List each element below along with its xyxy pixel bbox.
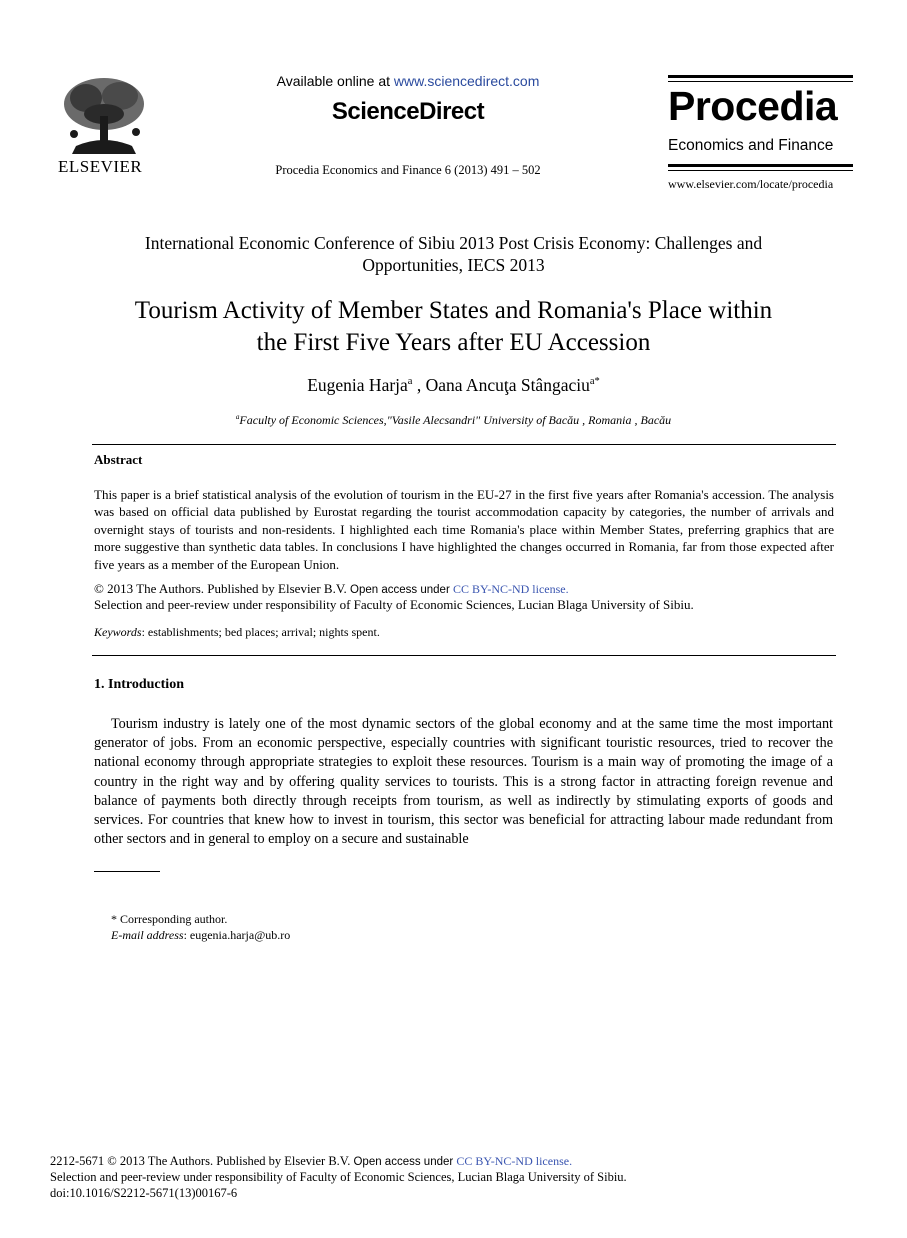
procedia-bottom-rule xyxy=(668,164,853,167)
procedia-bottom-rule-thin xyxy=(668,170,853,171)
abstract-peer-review: Selection and peer-review under responsibility of Faculty of Economic Sciences, Lucian Blaga University of Sibiu. xyxy=(94,597,694,612)
conference-line-1: International Economic Conference of Sibiu 2013 Post Crisis Economy: Challenges and xyxy=(144,233,763,253)
bottom-peer-review: Selection and peer-review under responsibility of Faculty of Economic Sciences, Lucian Blaga University of Sibiu. xyxy=(50,1170,627,1184)
journal-reference: Procedia Economics and Finance 6 (2013) 491 – 502 xyxy=(275,163,541,177)
elsevier-wordmark: ELSEVIER xyxy=(58,157,143,176)
available-prefix: Available online at xyxy=(276,73,394,89)
abstract-bottom-rule xyxy=(92,655,836,656)
authors xyxy=(100,375,807,396)
open-access-lead: Open access under xyxy=(350,584,453,596)
bottom-issn-line xyxy=(50,1154,572,1169)
issn-text: 2212-5671 © 2013 The Authors. Published by Elsevier B.V. xyxy=(50,1154,354,1168)
bottom-open-access-lead: Open access under xyxy=(353,1156,457,1168)
conference-name xyxy=(100,232,807,276)
affiliation-faculty: Faculty of Economic Sciences, xyxy=(239,413,387,427)
author-1: Eugenia Harja xyxy=(307,375,408,395)
elsevier-tree-logo xyxy=(56,74,152,158)
sciencedirect-logo: ScienceDirect xyxy=(331,98,485,125)
procedia-url[interactable]: www.elsevier.com/locate/procedia xyxy=(668,177,834,191)
intro-paragraph: Tourism industry is lately one of the most dynamic sectors of the global economy and at the same time the most important generator of jobs. From an economic perspective, especially countries with significant touristic resources, tried to recover the national economy through appropriate strategies to exploit these resources. Tourism is a main way of promoting the image of a country in the right way and by offering quality services to tourists. This is a strong factor in attracting foreign revenue and balance of payments both directly through receipts from tourism, as well as indirectly by stimulating exports of goods and services. For countries that knew how to invest in tourism, this sector was beneficial for attracting labour made redundant from other sectors and in general to employ on a secure and sustainable xyxy=(94,716,833,848)
conference-line-2: Opportunities, IECS 2013 xyxy=(362,255,545,275)
doi[interactable]: doi:10.1016/S2212-5671(13)00167-6 xyxy=(50,1186,238,1200)
affiliation xyxy=(100,413,807,428)
copyright-text: © 2013 The Authors. Published by Elsevier B.V. xyxy=(94,581,351,596)
keywords-text: : establishments; bed places; arrival; nights spent. xyxy=(141,625,380,639)
email-label: E-mail address xyxy=(111,928,184,942)
license-link[interactable]: CC BY-NC-ND license. xyxy=(452,582,569,596)
corresponding-author: * Corresponding author. xyxy=(111,912,228,926)
procedia-top-rule xyxy=(668,75,853,78)
email-value: : eugenia.harja@ub.ro xyxy=(183,928,291,942)
sciencedirect-link[interactable]: www.sciencedirect.com xyxy=(393,73,540,89)
abstract-top-rule xyxy=(92,444,836,445)
author-2: Oana Ancuţa Stângaciu xyxy=(425,375,590,395)
available-online xyxy=(248,73,568,89)
abstract-text: This paper is a brief statistical analysis of the evolution of tourism in the EU-27 in the first five years after Romania's accession. The analysis was based on official data published by Eurostat regarding the tourist accommodation capacity by categories, the number of arrivals and overnight stays of tourists and non-residents. I highlighted each time Romania's place within Member States, preferring graphics that are more suggestive than synthetic data tables. In conclusions I have highlighted the changes occurred in Romania, far from those expected after five years as a member of the European Union. xyxy=(94,487,834,572)
bottom-license-link[interactable]: CC BY-NC-ND license. xyxy=(456,1154,573,1168)
procedia-top-rule-thin xyxy=(668,81,853,82)
email-address xyxy=(111,928,290,943)
title-line-2: the First Five Years after EU Accession xyxy=(256,329,651,356)
author-2-sup: a* xyxy=(589,376,600,388)
abstract-copyright xyxy=(94,581,569,597)
keywords xyxy=(94,625,380,640)
author-separator: , xyxy=(412,375,426,395)
footnote-rule xyxy=(94,871,160,872)
affiliation-sup: a xyxy=(235,413,240,421)
keywords-label: Keywords xyxy=(94,625,142,639)
procedia-subtitle: Economics and Finance xyxy=(668,137,834,154)
intro-heading: 1. Introduction xyxy=(94,677,184,692)
abstract-heading: Abstract xyxy=(94,452,143,467)
paper-title xyxy=(80,295,827,359)
title-line-1: Tourism Activity of Member States and Romania's Place within xyxy=(134,297,773,324)
procedia-title: Procedia xyxy=(668,83,838,129)
affiliation-university: "Vasile Alecsandri" University of Bacău , Romania , Bacău xyxy=(386,413,672,427)
author-1-sup: a xyxy=(407,376,413,388)
